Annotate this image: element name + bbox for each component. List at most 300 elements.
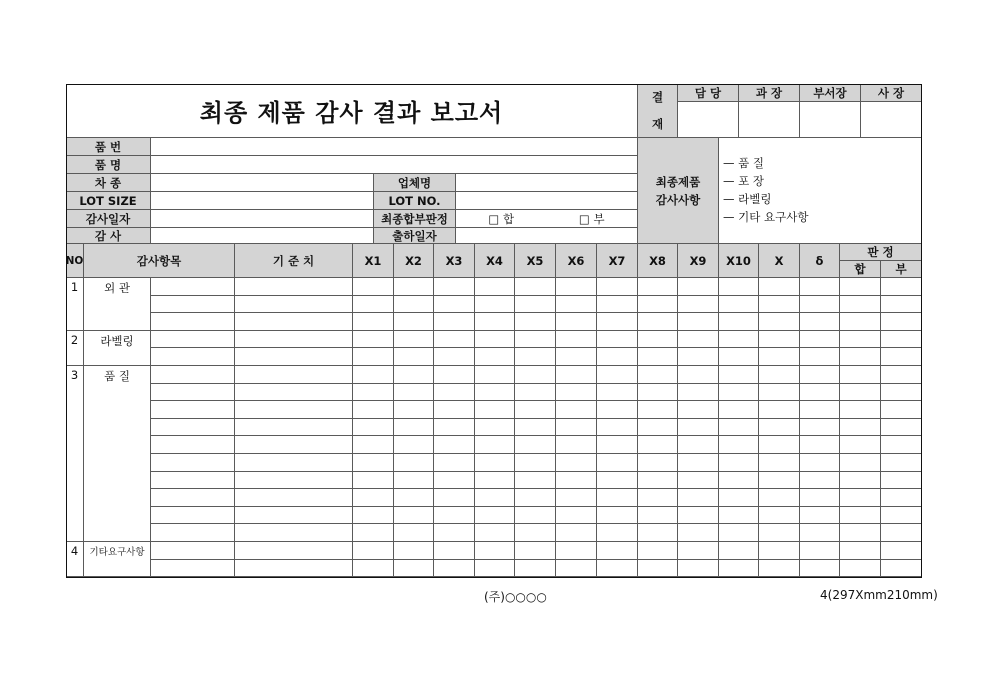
table-cell[interactable] (394, 366, 434, 384)
table-cell[interactable] (353, 331, 394, 349)
table-cell[interactable] (719, 542, 759, 560)
table-cell[interactable] (678, 366, 719, 384)
table-cell[interactable] (475, 296, 515, 314)
table-cell[interactable] (678, 524, 719, 542)
table-cell[interactable] (515, 489, 556, 507)
table-cell[interactable] (394, 542, 434, 560)
table-cell[interactable] (840, 296, 881, 314)
table-cell[interactable] (759, 524, 800, 542)
table-cell[interactable] (759, 542, 800, 560)
table-cell[interactable] (515, 560, 556, 578)
table-cell[interactable] (719, 560, 759, 578)
table-cell[interactable] (394, 454, 434, 472)
table-cell[interactable] (638, 436, 678, 454)
table-cell[interactable] (475, 436, 515, 454)
table-cell[interactable] (235, 296, 353, 314)
table-cell[interactable] (235, 348, 353, 366)
table-cell[interactable] (556, 524, 597, 542)
table-cell[interactable] (353, 524, 394, 542)
table-cell[interactable] (881, 331, 922, 349)
table-cell[interactable] (353, 384, 394, 402)
table-cell[interactable] (556, 331, 597, 349)
table-cell[interactable] (840, 401, 881, 419)
table-cell[interactable] (881, 366, 922, 384)
table-cell[interactable] (515, 366, 556, 384)
table-cell[interactable] (597, 472, 638, 490)
table-cell[interactable] (881, 401, 922, 419)
table-cell[interactable] (475, 507, 515, 525)
table-cell[interactable] (235, 384, 353, 402)
field-audit-date[interactable] (151, 210, 374, 228)
table-cell[interactable] (759, 348, 800, 366)
table-cell[interactable] (678, 472, 719, 490)
table-cell[interactable] (678, 560, 719, 578)
table-cell[interactable] (881, 454, 922, 472)
table-cell[interactable] (434, 560, 475, 578)
table-cell[interactable] (515, 401, 556, 419)
table-cell[interactable] (353, 419, 394, 437)
table-cell[interactable] (434, 507, 475, 525)
table-cell[interactable] (759, 366, 800, 384)
table-cell[interactable] (597, 331, 638, 349)
table-cell[interactable] (475, 419, 515, 437)
table-cell[interactable] (800, 489, 840, 507)
table-cell[interactable] (235, 278, 353, 296)
table-cell[interactable] (394, 331, 434, 349)
table-cell[interactable] (840, 560, 881, 578)
table-cell[interactable] (434, 419, 475, 437)
table-cell[interactable] (434, 401, 475, 419)
table-cell[interactable] (515, 313, 556, 331)
table-cell[interactable] (151, 436, 235, 454)
table-cell[interactable] (881, 313, 922, 331)
table-cell[interactable] (597, 401, 638, 419)
table-cell[interactable] (597, 384, 638, 402)
table-cell[interactable] (597, 348, 638, 366)
table-cell[interactable] (840, 348, 881, 366)
table-cell[interactable] (638, 348, 678, 366)
table-cell[interactable] (235, 472, 353, 490)
table-cell[interactable] (434, 366, 475, 384)
table-cell[interactable] (597, 436, 638, 454)
table-cell[interactable] (759, 419, 800, 437)
table-cell[interactable] (151, 401, 235, 419)
table-cell[interactable] (719, 472, 759, 490)
table-cell[interactable] (840, 313, 881, 331)
field-lot-no[interactable] (456, 192, 638, 210)
table-cell[interactable] (434, 454, 475, 472)
table-cell[interactable] (597, 419, 638, 437)
table-cell[interactable] (719, 296, 759, 314)
table-cell[interactable] (394, 560, 434, 578)
table-cell[interactable] (515, 419, 556, 437)
table-cell[interactable] (638, 384, 678, 402)
col-x8-header: X8 (638, 244, 678, 278)
field-ship-date[interactable] (456, 228, 638, 244)
table-cell[interactable] (434, 331, 475, 349)
table-cell[interactable] (759, 401, 800, 419)
table-cell[interactable] (235, 524, 353, 542)
field-lot-size[interactable] (151, 192, 374, 210)
table-cell[interactable] (515, 348, 556, 366)
table-cell[interactable] (394, 384, 434, 402)
table-cell[interactable] (394, 313, 434, 331)
table-cell[interactable] (434, 384, 475, 402)
table-cell[interactable] (881, 419, 922, 437)
table-cell[interactable] (556, 401, 597, 419)
table-cell[interactable] (800, 542, 840, 560)
table-cell[interactable] (556, 542, 597, 560)
label-ship-date: 출하일자 (374, 228, 456, 244)
field-auditor[interactable] (151, 228, 374, 244)
table-cell[interactable] (394, 489, 434, 507)
table-cell[interactable] (678, 401, 719, 419)
table-cell[interactable] (353, 401, 394, 419)
table-cell[interactable] (678, 489, 719, 507)
table-cell[interactable] (475, 472, 515, 490)
table-cell[interactable] (475, 401, 515, 419)
table-cell[interactable] (840, 454, 881, 472)
table-cell[interactable] (556, 507, 597, 525)
table-cell[interactable] (151, 542, 235, 560)
table-cell[interactable] (719, 419, 759, 437)
table-cell[interactable] (235, 489, 353, 507)
table-cell[interactable] (719, 384, 759, 402)
table-cell[interactable] (800, 507, 840, 525)
table-cell[interactable] (151, 472, 235, 490)
table-cell[interactable] (800, 348, 840, 366)
signature-box-0[interactable] (678, 102, 739, 138)
pass-checkbox[interactable]: □ 합 (488, 211, 515, 226)
table-cell[interactable] (638, 489, 678, 507)
table-cell[interactable] (353, 560, 394, 578)
table-cell[interactable] (151, 419, 235, 437)
table-cell[interactable] (353, 542, 394, 560)
table-cell[interactable] (434, 489, 475, 507)
table-cell[interactable] (840, 366, 881, 384)
table-cell[interactable] (515, 507, 556, 525)
table-cell[interactable] (840, 489, 881, 507)
table-cell[interactable] (475, 489, 515, 507)
table-cell[interactable] (151, 524, 235, 542)
table-cell[interactable] (556, 278, 597, 296)
table-cell[interactable] (719, 348, 759, 366)
table-cell[interactable] (719, 436, 759, 454)
table-cell[interactable] (678, 436, 719, 454)
signature-box-3[interactable] (861, 102, 922, 138)
table-cell[interactable] (597, 560, 638, 578)
table-cell[interactable] (434, 542, 475, 560)
table-cell[interactable] (151, 366, 235, 384)
table-cell[interactable] (638, 313, 678, 331)
fail-checkbox[interactable]: □ 부 (578, 211, 605, 226)
table-cell[interactable] (394, 401, 434, 419)
table-cell[interactable] (638, 278, 678, 296)
category-no: 1 (66, 278, 84, 331)
table-cell[interactable] (840, 384, 881, 402)
table-cell[interactable] (881, 436, 922, 454)
category-name: 외 관 (84, 278, 151, 331)
table-cell[interactable] (353, 436, 394, 454)
table-cell[interactable] (556, 436, 597, 454)
table-cell[interactable] (235, 560, 353, 578)
table-cell[interactable] (353, 278, 394, 296)
table-cell[interactable] (235, 454, 353, 472)
table-cell[interactable] (800, 278, 840, 296)
table-cell[interactable] (678, 542, 719, 560)
table-cell[interactable] (719, 313, 759, 331)
table-cell[interactable] (151, 296, 235, 314)
table-cell[interactable] (840, 507, 881, 525)
table-cell[interactable] (678, 419, 719, 437)
table-cell[interactable] (434, 472, 475, 490)
table-cell[interactable] (597, 489, 638, 507)
table-cell[interactable] (759, 313, 800, 331)
table-cell[interactable] (638, 419, 678, 437)
table-cell[interactable] (840, 542, 881, 560)
table-cell[interactable] (840, 472, 881, 490)
table-cell[interactable] (638, 331, 678, 349)
field-car-type[interactable] (151, 174, 374, 192)
col-judgement-header: 판 정 (840, 244, 922, 261)
table-cell[interactable] (151, 278, 235, 296)
table-cell[interactable] (881, 348, 922, 366)
table-cell[interactable] (678, 296, 719, 314)
table-cell[interactable] (719, 524, 759, 542)
table-cell[interactable] (638, 524, 678, 542)
table-cell[interactable] (353, 296, 394, 314)
table-cell[interactable] (394, 472, 434, 490)
table-cell[interactable] (759, 331, 800, 349)
table-cell[interactable] (638, 472, 678, 490)
table-cell[interactable] (719, 401, 759, 419)
table-cell[interactable] (394, 419, 434, 437)
table-cell[interactable] (475, 524, 515, 542)
table-cell[interactable] (800, 313, 840, 331)
table-cell[interactable] (638, 560, 678, 578)
table-cell[interactable] (515, 331, 556, 349)
table-cell[interactable] (235, 419, 353, 437)
table-cell[interactable] (151, 331, 235, 349)
table-cell[interactable] (840, 419, 881, 437)
table-cell[interactable] (800, 436, 840, 454)
table-cell[interactable] (394, 524, 434, 542)
table-cell[interactable] (800, 419, 840, 437)
table-cell[interactable] (556, 454, 597, 472)
table-cell[interactable] (800, 296, 840, 314)
table-cell[interactable] (235, 313, 353, 331)
table-cell[interactable] (475, 331, 515, 349)
table-cell[interactable] (759, 296, 800, 314)
field-part-no[interactable] (151, 138, 638, 156)
approval-role-1: 과 장 (739, 84, 800, 102)
table-cell[interactable] (597, 366, 638, 384)
table-cell[interactable] (151, 384, 235, 402)
table-cell[interactable] (597, 542, 638, 560)
table-cell[interactable] (515, 542, 556, 560)
table-cell[interactable] (235, 401, 353, 419)
table-cell[interactable] (678, 331, 719, 349)
field-vendor[interactable] (456, 174, 638, 192)
signature-box-2[interactable] (800, 102, 861, 138)
table-cell[interactable] (719, 507, 759, 525)
table-cell[interactable] (800, 384, 840, 402)
table-cell[interactable] (800, 401, 840, 419)
table-cell[interactable] (678, 454, 719, 472)
table-cell[interactable] (678, 384, 719, 402)
table-cell[interactable] (235, 331, 353, 349)
table-cell[interactable] (151, 348, 235, 366)
table-cell[interactable] (151, 560, 235, 578)
table-cell[interactable] (353, 472, 394, 490)
table-cell[interactable] (475, 313, 515, 331)
table-cell[interactable] (235, 436, 353, 454)
audit-matter-labeling: — 라벨링 (723, 192, 772, 206)
table-cell[interactable] (719, 454, 759, 472)
table-cell[interactable] (881, 296, 922, 314)
table-cell[interactable] (881, 507, 922, 525)
audit-matters-label-line2: 감사사항 (655, 192, 701, 207)
table-cell[interactable] (434, 278, 475, 296)
table-cell[interactable] (759, 436, 800, 454)
table-cell[interactable] (394, 278, 434, 296)
table-cell[interactable] (759, 507, 800, 525)
table-cell[interactable] (556, 489, 597, 507)
table-cell[interactable] (678, 278, 719, 296)
table-cell[interactable] (759, 489, 800, 507)
table-cell[interactable] (759, 278, 800, 296)
table-cell[interactable] (556, 366, 597, 384)
table-cell[interactable] (151, 507, 235, 525)
table-cell[interactable] (597, 524, 638, 542)
table-cell[interactable] (881, 472, 922, 490)
table-cell[interactable] (638, 366, 678, 384)
table-cell[interactable] (678, 507, 719, 525)
table-cell[interactable] (597, 454, 638, 472)
table-cell[interactable] (800, 524, 840, 542)
category-name: 기타요구사항 (84, 542, 151, 577)
table-cell[interactable] (840, 278, 881, 296)
table-cell[interactable] (556, 313, 597, 331)
table-cell[interactable] (475, 560, 515, 578)
table-cell[interactable] (638, 507, 678, 525)
label-lot-size: LOT SIZE (66, 192, 151, 210)
table-cell[interactable] (475, 384, 515, 402)
table-cell[interactable] (475, 542, 515, 560)
table-cell[interactable] (434, 524, 475, 542)
table-cell[interactable] (235, 366, 353, 384)
table-cell[interactable] (840, 436, 881, 454)
table-cell[interactable] (434, 296, 475, 314)
table-cell[interactable] (759, 472, 800, 490)
signature-box-1[interactable] (739, 102, 800, 138)
table-cell[interactable] (556, 560, 597, 578)
table-cell[interactable] (800, 560, 840, 578)
table-cell[interactable] (759, 560, 800, 578)
table-cell[interactable] (719, 278, 759, 296)
table-cell[interactable] (353, 313, 394, 331)
table-cell[interactable] (353, 507, 394, 525)
table-cell[interactable] (638, 542, 678, 560)
table-cell[interactable] (475, 278, 515, 296)
table-cell[interactable] (394, 507, 434, 525)
table-cell[interactable] (515, 524, 556, 542)
table-cell[interactable] (515, 278, 556, 296)
table-cell[interactable] (515, 384, 556, 402)
table-cell[interactable] (515, 472, 556, 490)
table-cell[interactable] (800, 454, 840, 472)
table-cell[interactable] (515, 296, 556, 314)
table-cell[interactable] (151, 313, 235, 331)
table-cell[interactable] (353, 489, 394, 507)
table-cell[interactable] (759, 384, 800, 402)
table-cell[interactable] (556, 419, 597, 437)
table-cell[interactable] (800, 472, 840, 490)
table-cell[interactable] (881, 278, 922, 296)
table-cell[interactable] (678, 348, 719, 366)
table-cell[interactable] (353, 348, 394, 366)
field-part-name[interactable] (151, 156, 638, 174)
label-part-name: 품 명 (66, 156, 151, 174)
table-cell[interactable] (353, 454, 394, 472)
table-cell[interactable] (475, 366, 515, 384)
table-cell[interactable] (434, 436, 475, 454)
table-cell[interactable] (678, 313, 719, 331)
table-cell[interactable] (719, 331, 759, 349)
table-cell[interactable] (638, 296, 678, 314)
table-cell[interactable] (353, 366, 394, 384)
table-cell[interactable] (515, 454, 556, 472)
table-cell[interactable] (235, 542, 353, 560)
table-cell[interactable] (394, 296, 434, 314)
table-cell[interactable] (434, 313, 475, 331)
table-cell[interactable] (800, 331, 840, 349)
table-cell[interactable] (881, 489, 922, 507)
table-cell[interactable] (638, 454, 678, 472)
table-cell[interactable] (638, 401, 678, 419)
table-cell[interactable] (597, 313, 638, 331)
table-cell[interactable] (881, 384, 922, 402)
table-cell[interactable] (556, 472, 597, 490)
table-cell[interactable] (597, 507, 638, 525)
table-cell[interactable] (434, 348, 475, 366)
table-cell[interactable] (556, 384, 597, 402)
table-cell[interactable] (475, 454, 515, 472)
col-pass-header: 합 (840, 261, 881, 278)
table-cell[interactable] (151, 454, 235, 472)
table-cell[interactable] (881, 560, 922, 578)
table-cell[interactable] (515, 436, 556, 454)
table-cell[interactable] (840, 331, 881, 349)
table-cell[interactable] (556, 348, 597, 366)
table-cell[interactable] (719, 366, 759, 384)
table-cell[interactable] (719, 489, 759, 507)
table-cell[interactable] (597, 296, 638, 314)
table-cell[interactable] (556, 296, 597, 314)
table-cell[interactable] (759, 454, 800, 472)
table-cell[interactable] (881, 542, 922, 560)
table-cell[interactable] (235, 507, 353, 525)
table-cell[interactable] (394, 348, 434, 366)
table-cell[interactable] (151, 489, 235, 507)
table-cell[interactable] (881, 524, 922, 542)
table-cell[interactable] (597, 278, 638, 296)
table-cell[interactable] (475, 348, 515, 366)
label-part-no: 품 번 (66, 138, 151, 156)
table-cell[interactable] (394, 436, 434, 454)
table-cell[interactable] (800, 366, 840, 384)
table-cell[interactable] (840, 524, 881, 542)
